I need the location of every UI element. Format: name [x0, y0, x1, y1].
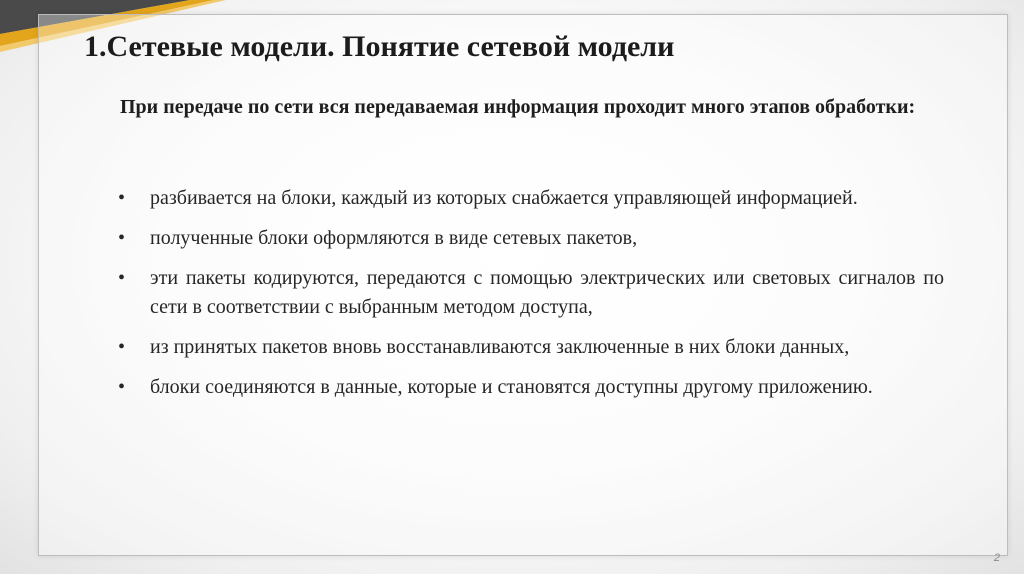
list-item: [118, 373, 944, 402]
list-item: [118, 264, 944, 322]
list-item: [118, 224, 944, 253]
list-item-text: разбивается на блоки, каждый из которых снабжается управляющей информацией.: [150, 187, 858, 209]
page-number: 2: [993, 552, 1000, 564]
list-item-text: блоки соединяются в данные, которые и становятся доступны другому приложению.: [150, 376, 873, 398]
bullet-icon: •: [118, 187, 126, 209]
list-item-text: полученные блоки оформляются в виде сетевых пакетов,: [150, 227, 638, 249]
bullet-icon: •: [118, 267, 126, 289]
list-item-text: из принятых пакетов вновь восстанавливаются заключенные в них блоки данных,: [150, 336, 850, 358]
bullet-list: [118, 184, 944, 413]
intro-paragraph: При передаче по сети вся передаваемая информация проходит много этапов обработки:: [120, 96, 916, 118]
bullet-icon: •: [118, 336, 126, 358]
slide-title: 1.Сетевые модели. Понятие сетевой модели: [84, 30, 675, 63]
list-item: [118, 184, 944, 213]
bullet-icon: •: [118, 376, 126, 398]
list-item: [118, 333, 944, 362]
list-item-text: эти пакеты кодируются, передаются с помощью электрических или световых сигналов по сети в соответствии с выбранным методом доступа,: [150, 267, 944, 318]
bullet-icon: •: [118, 227, 126, 249]
